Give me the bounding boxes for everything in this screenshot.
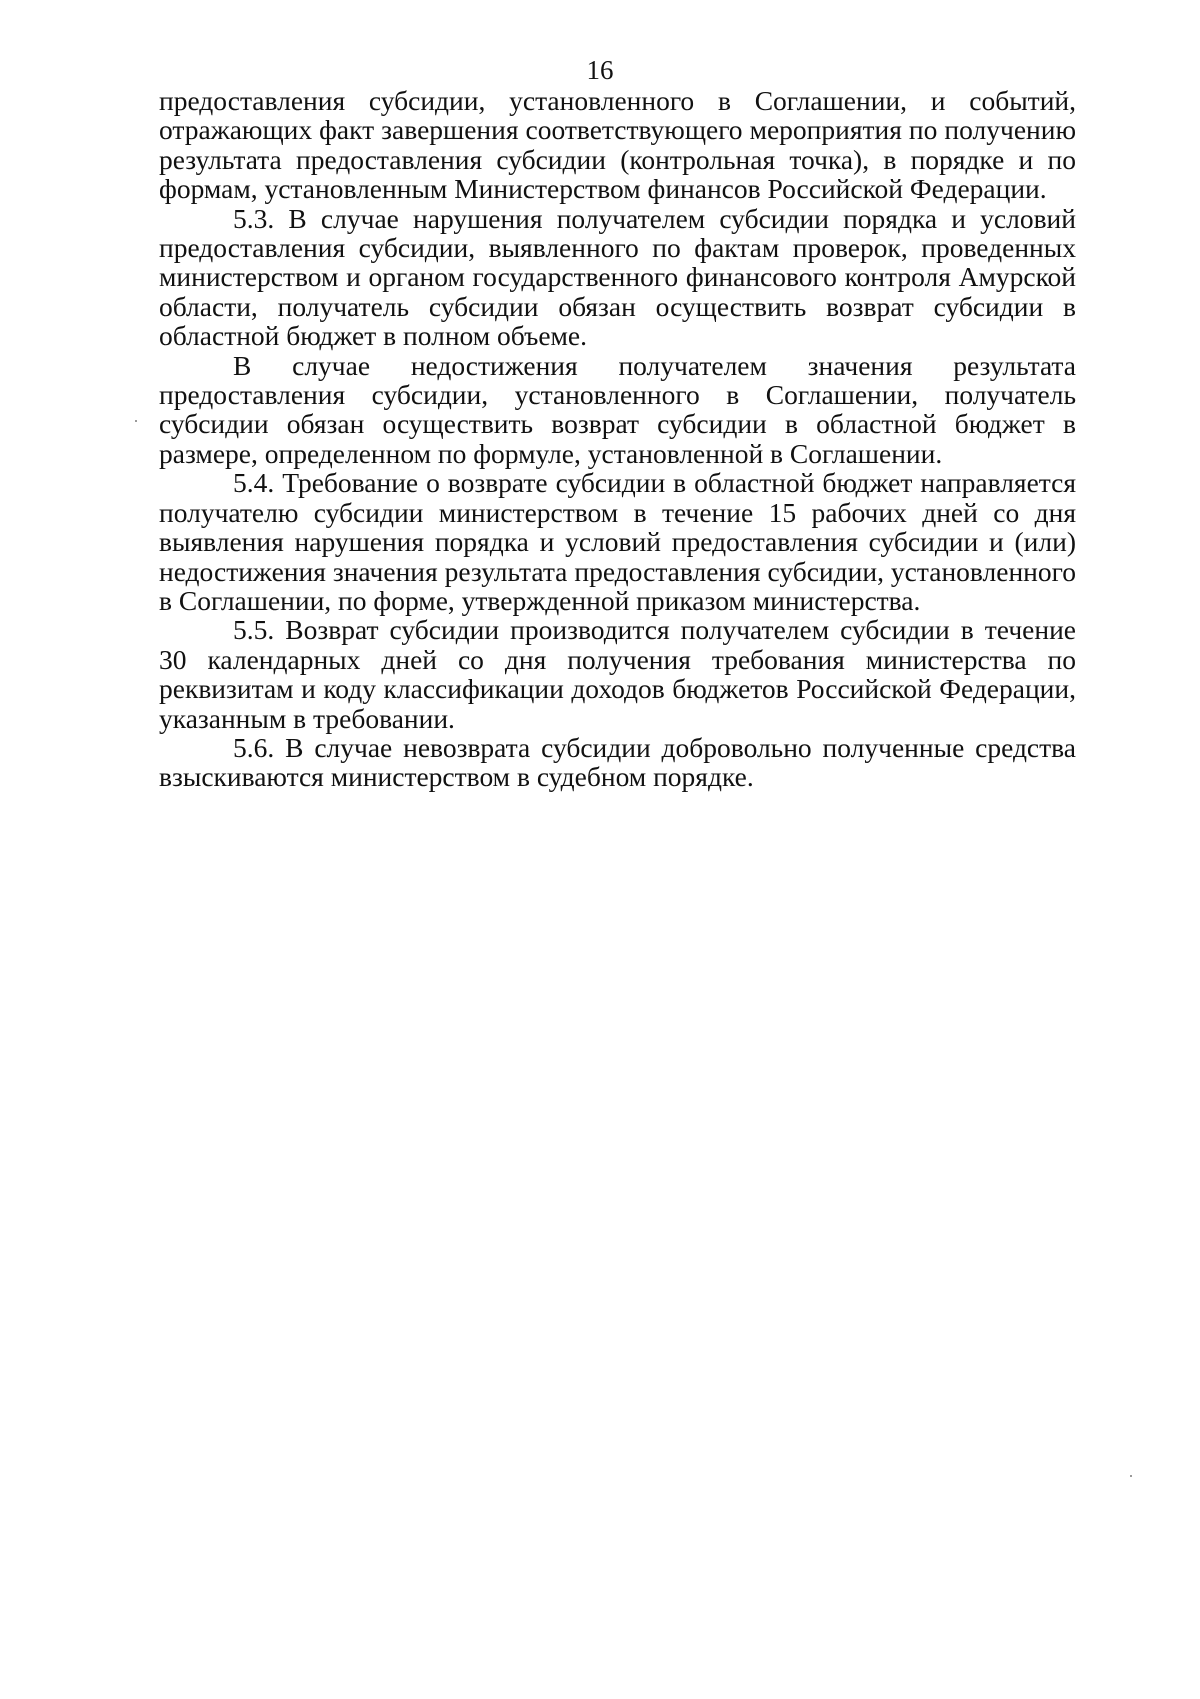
paragraph-5-4: 5.4. Требование о возврате субсидии в областной бюджет направляется получателю субсидии министерством в течение 15 рабочих дней со дня выявления нарушения порядка и условий предоставления субсидии и (или) недостижения значения результата предоставления субсидии, установленного в Соглашении, по форме, утвержденной приказом министерства.: [159, 467, 1076, 616]
page-number: 16: [586, 55, 614, 85]
paragraph-continued: предоставления субсидии, установленного в Соглашении, и событий, отражающих факт завершения соответствующего мероприятия по получению результата предоставления субсидии (контрольная точка), в порядке и по формам, установленным Министерством финансов Российской Федерации.: [159, 85, 1076, 205]
paragraph-5-6: 5.6. В случае невозврата субсидии добровольно полученные средства взыскиваются министерством в судебном порядке.: [159, 731, 1076, 793]
scan-speck: [135, 420, 137, 422]
paragraph-5-3: 5.3. В случае нарушения получателем субсидии порядка и условий предоставления субсидии, выявленного по фактам проверок, проведенных министерством и органом государственного финансового контроля Амурской области, получатель субсидии обязан осуществить возврат субсидии в областной бюджет в полном объеме.: [159, 202, 1076, 352]
paragraph-5-3-shortfall: В случае недостижения получателем значения результата предоставления субсидии, установленного в Соглашении, получатель субсидии обязан осуществить возврат субсидии в областной бюджет в размере, определенном по формуле, установленной в Соглашении.: [159, 349, 1076, 469]
scan-speck: [1130, 1475, 1132, 1477]
document-body: [159, 86, 1076, 792]
paragraph-5-5: 5.5. Возврат субсидии производится получателем субсидии в течение 30 календарных дней со дня получения требования министерства по реквизитам и коду классификации доходов бюджетов Российской Федерации, указанным в требовании.: [159, 614, 1076, 734]
